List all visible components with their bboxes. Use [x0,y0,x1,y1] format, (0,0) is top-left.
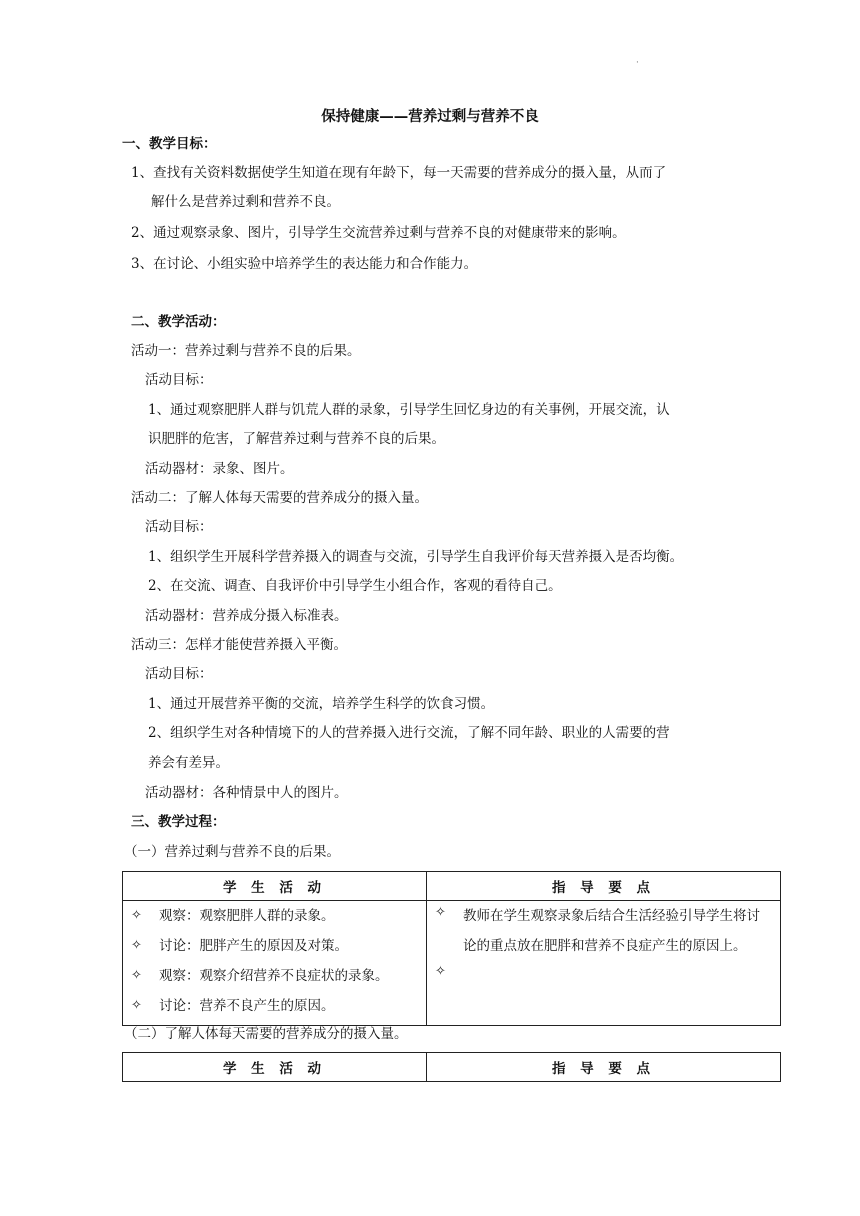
activity2-materials: 活动器材：营养成分摄入标准表。 [145,608,348,624]
student-item-1: 观察：观察肥胖人群的录象。 [159,908,335,924]
goals-heading: 一、教学目标： [122,136,217,152]
process-heading: 三、教学过程： [131,814,226,830]
goal-line-2: 2、通过观察录象、图片，引导学生交流营养过剩与营养不良的对健康带来的影响。 [131,225,626,241]
activity1-goal-line-2: 识肥胖的危害，了解营养过剩与营养不良的后果。 [148,431,445,447]
activity1-title: 活动一：营养过剩与营养不良的后果。 [131,343,361,359]
diamond-bullet-icon: ✧ [131,908,142,923]
activity3-goal-line-2: 2、组织学生对各种情境下的人的营养摄入进行交流，了解不同年龄、职业的人需要的营 [148,725,670,741]
activity3-goal-line-3: 养会有差异。 [148,755,229,771]
diamond-bullet-icon: ✧ [131,938,142,953]
goal-line-3: 3、在讨论、小组实验中培养学生的表达能力和合作能力。 [131,256,478,272]
part2-title: （二）了解人体每天需要的营养成分的摄入量。 [124,1026,408,1042]
activity3-materials: 活动器材：各种情景中人的图片。 [145,785,348,801]
guidance-header: 指 导 要 点 [427,872,781,901]
process-table-1 [122,871,781,1026]
activity1-goal-label: 活动目标： [145,372,213,388]
activity3-title: 活动三：怎样才能使营养摄入平衡。 [131,637,347,653]
table-row [123,901,781,1026]
list-item [131,995,426,1025]
list-item [131,935,426,965]
diamond-bullet-icon: ✧ [435,964,446,979]
list-item [131,905,426,935]
student-item-3: 观察：观察介绍营养不良症状的录象。 [159,968,389,984]
activities-heading: 二、教学活动： [131,314,226,330]
activity2-goal-line-2: 2、在交流、调查、自我评价中引导学生小组合作，客观的看待自己。 [148,578,562,594]
guidance-cell [427,901,781,1026]
diamond-bullet-icon: ✧ [435,905,446,920]
list-item [131,965,426,995]
student-activity-header: 学 生 活 动 [123,1053,427,1082]
activity1-goal-line-1: 1、通过观察肥胖人群与饥荒人群的录象，引导学生回忆身边的有关事例，开展交流，认 [148,402,670,418]
activity1-materials: 活动器材：录象、图片。 [145,461,294,477]
process-table-2 [122,1052,781,1082]
activity2-goal-line-1: 1、组织学生开展科学营养摄入的调查与交流，引导学生自我评价每天营养摄入是否均衡。 [148,549,684,565]
header-mark: · [636,58,639,68]
table-header-row [123,872,781,901]
document-title: 保持健康——营养过剩与营养不良 [321,109,539,125]
activity2-goal-label: 活动目标： [145,519,213,535]
guidance-text: 教师在学生观察录象后结合生活经验引导学生将讨论的重点放在肥胖和营养不良症产生的原因上。 [463,908,760,954]
guidance-header: 指 导 要 点 [427,1053,781,1082]
activity2-title: 活动二：了解人体每天需要的营养成分的摄入量。 [131,490,428,506]
activity3-goal-label: 活动目标： [145,666,213,682]
goal-line-1-cont: 解什么是营养过剩和营养不良。 [151,194,340,210]
diamond-bullet-icon: ✧ [131,998,142,1013]
student-item-4: 讨论：营养不良产生的原因。 [159,998,335,1014]
part1-title: （一）营养过剩与营养不良的后果。 [124,844,340,860]
activity3-goal-line-1: 1、通过开展营养平衡的交流，培养学生科学的饮食习惯。 [148,696,495,712]
student-activity-header: 学 生 活 动 [123,872,427,901]
student-item-2: 讨论：肥胖产生的原因及对策。 [159,938,348,954]
diamond-bullet-icon: ✧ [131,968,142,983]
table-header-row [123,1053,781,1082]
goal-line-1: 1、查找有关资料数据使学生知道在现有年龄下，每一天需要的营养成分的摄入量，从而了 [131,165,667,181]
student-activity-cell [123,901,427,1026]
